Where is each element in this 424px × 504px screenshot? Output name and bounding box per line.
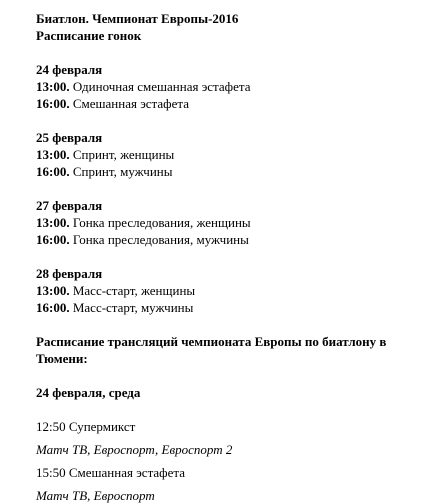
schedule-subtitle: Расписание гонок [36, 28, 142, 43]
race-time: 13:00. [36, 147, 70, 162]
race-time: 16:00. [36, 232, 70, 247]
race-time: 13:00. [36, 215, 70, 230]
race-name: Одиночная смешанная эстафета [72, 79, 251, 94]
broadcast-heading-continued: Тюмени: [36, 351, 88, 366]
race-entry [36, 95, 416, 112]
race-time: 13:00. [36, 79, 70, 94]
race-entry [36, 231, 416, 248]
document-title: Биатлон. Чемпионат Европы-2016 [36, 11, 239, 26]
race-time: 16:00. [36, 96, 70, 111]
broadcast-heading: Расписание трансляций чемпионата Европы по биатлону в [36, 334, 387, 349]
broadcast-channels: Матч ТВ, Евроспорт, Евроспорт 2 [36, 442, 233, 457]
race-day-date: 27 февраля [36, 198, 103, 213]
race-entry [36, 299, 416, 316]
race-day-date: 28 февраля [36, 266, 103, 281]
race-entry [36, 146, 416, 163]
race-time: 16:00. [36, 300, 70, 315]
race-time: 13:00. [36, 283, 70, 298]
race-entry [36, 78, 416, 95]
race-entry [36, 214, 416, 231]
race-name: Масс-старт, женщины [72, 283, 196, 298]
race-name: Гонка преследования, мужчины [72, 232, 249, 247]
race-day-date: 25 февраля [36, 130, 103, 145]
broadcast-day: 24 февраля, среда [36, 385, 141, 400]
race-name: Спринт, женщины [72, 147, 175, 162]
race-day-date: 24 февраля [36, 62, 103, 77]
race-name: Смешанная эстафета [72, 96, 189, 111]
broadcast-channels: Матч ТВ, Евроспорт [36, 488, 155, 503]
race-time: 16:00. [36, 164, 70, 179]
document [36, 10, 416, 504]
race-entry [36, 282, 416, 299]
race-entry [36, 163, 416, 180]
race-name: Масс-старт, мужчины [72, 300, 194, 315]
broadcast-event: 15:50 Смешанная эстафета [36, 465, 185, 480]
race-name: Гонка преследования, женщины [72, 215, 251, 230]
broadcast-event: 12:50 Супермикст [36, 419, 136, 434]
race-name: Спринт, мужчины [72, 164, 173, 179]
